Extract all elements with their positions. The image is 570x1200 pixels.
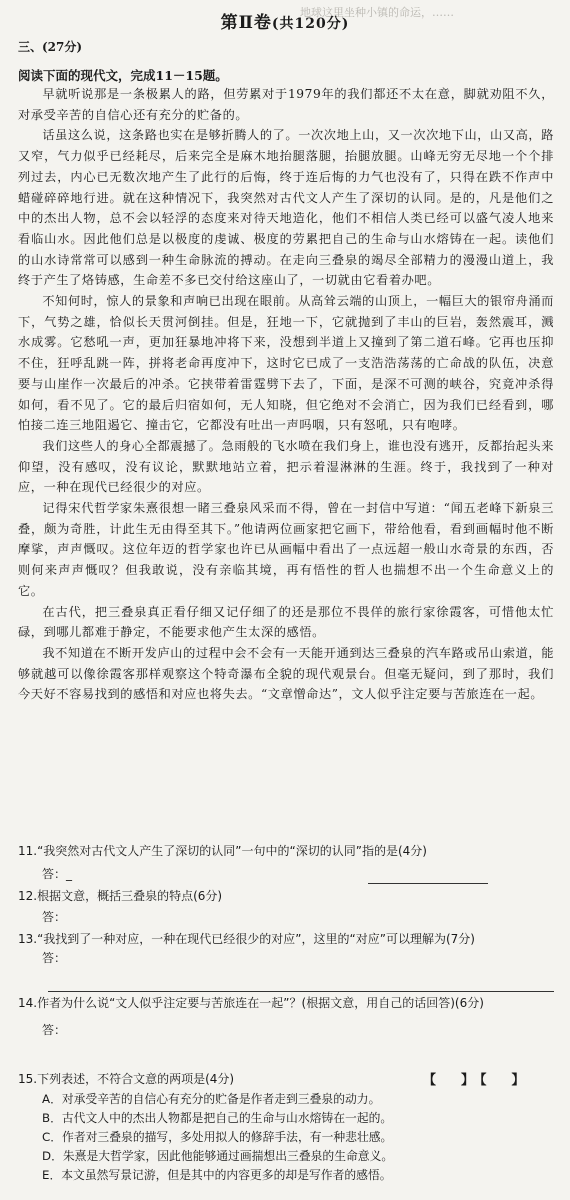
passage-paragraph-2: 话虽这么说，这条路也实在是够折腾人的了。一次次地上山，又一次次地下山，山又高，路又窄，气力似乎已经耗尽，后来完全是麻木地抬腿落腿，抬腿放腿。山峰无穷无尽地一个个排列过去，内心已无数次地产生了此行的后悔，终于连后悔的力气也没有了，只得在跌不作声中蜡碰碎碎地行进。就在这种情况下，我突然对古代文人产生了深切的认同。是的，凡是他们之中的杰出人物，总不会以轻浮的态度来对待天地造化，他们不相信人类已经可以盛气凌人地来看临山水。因此他们总是以极度的虔诚、极度的劳累把自己的生命与山水熔铸在一起。读他们的山水诗常常可以感到一种生命脉流的搏动。在走向三叠泉的竭尽全部精力的漫漫山道上，我终于产生了烙铸感，生命差不多已交付给这座山了，一切就由它看着办吧。 [18, 128, 554, 288]
answer-label-14: 答： [42, 1023, 67, 1037]
question-11 [18, 843, 554, 860]
passage-paragraph-4: 我们这些人的身心全都震撼了。急雨般的飞水喷在我们身上，谁也没有逃开，反都抬起头来仰望，没有感叹，没有议论，默默地站立着，把示着湿淋淋的生涯。终于，我找到了一种对应，一种在现代已经很少的对应。 [18, 438, 554, 495]
question-text: 根据文意，概括三叠泉的特点(6分) [37, 889, 223, 903]
question-14 [18, 995, 554, 1012]
passage-paragraph-3: 不知何时，惊人的景象和声响已出现在眼前。从高耸云端的山顶上，一幅巨大的银帘舟涌而下，气势之雄，恰似长天贯河倒挂。但是，狂地一下，它就抛到了丰山的巨岩，轰然震耳，溅水成雾。它愁吼一声，更加狂暴地冲将下来，没想到半道上又撞到了第二道石峰。它再也压抑不住，狂呼乱跳一阵，拼将老命再度冲下，这时它已成了一支浩浩荡荡的亡命战的队伍，决意要与山崖作一次最后的冲杀。它挟带着雷霆劈下去了，下面，是深不可测的峡谷，究竟冲杀得如何，看不见了。它的最后归宿如何，无人知晓，但它绝对不会消亡，因为我们已经看到，哪怕接二连三地阻遏它、撞击它，它都没有吐出一声吗咽，只有怒吼，只有咆哮。 [18, 294, 554, 433]
question-text: “我找到了一种对应，一种在现代已经很少的对应”，这里的“对应”可以理解为(7分) [37, 932, 475, 946]
reading-instruction: 阅读下面的现代文，完成11－15题。 [18, 68, 228, 83]
bleed-through-text: 地球这里坐种小镇的命运，…… [300, 6, 454, 19]
question-number: 11. [18, 844, 38, 858]
passage-paragraph-6: 在古代，把三叠泉真正看仔细又记仔细了的还是那位不畏佯的旅行家徐霞客，可惜他太忙碌，到哪儿都难于静定，不能要求他产生太深的感悟。 [18, 604, 554, 640]
passage-paragraph-5: 记得宋代哲学家朱熹很想一睹三叠泉风采而不得，曾在一封信中写道：“闻五老峰下新泉三叠，颇为奇胜，计此生无由得至其下。”他请两位画家把它画下，带给他看，看到画幅时他不断摩挲，声声慨叹。这位年迈的哲学家也许已从画幅中看出了一点远超一般山水奇景的东西，否则何来声声慨叹？但我敢说，没有亲临其境，再有悟性的哲人也揣想不出一个生命意义上的它。 [18, 501, 554, 598]
question-number: 15. [18, 1072, 38, 1086]
option-a[interactable]: A．对承受辛苦的自信心有充分的贮备是作者走到三叠泉的动力。 [42, 1092, 381, 1106]
question-text: “我突然对古代文人产生了深切的认同”一句中的“深切的认同”指的是(4分) [37, 844, 427, 858]
passage-paragraph-1: 早就听说那是一条极累人的路，但劳累对于1979年的我们都还不太在意，脚就劝阻不久，对承受辛苦的自信心还有充分的贮备的。 [18, 87, 554, 122]
question-12 [18, 888, 554, 905]
section-label: 三、(27分) [18, 40, 83, 54]
answer-label-11: 答：_ [42, 867, 73, 881]
question-number: 14. [18, 996, 38, 1010]
option-c[interactable]: C．作者对三叠泉的描写，多处用拟人的修辞手法，有一种悲壮感。 [42, 1130, 393, 1144]
option-e[interactable]: E．本文虽然写景记游，但是其中的内容更多的却是写作者的感悟。 [42, 1168, 392, 1182]
answer-label-13: 答： [42, 951, 67, 965]
reading-passage [18, 84, 554, 705]
question-number: 12. [18, 889, 38, 903]
part-title-text: 第Ⅱ卷 [220, 13, 272, 33]
question-number: 13. [18, 932, 38, 946]
option-b[interactable]: B．古代文人中的杰出人物都是把自己的生命与山水熔铸在一起的。 [42, 1111, 393, 1125]
question-text: 作者为什么说“文人似乎注定要与苦旅连在一起”？(根据文意，用自己的话回答)(6分) [37, 996, 484, 1010]
option-d[interactable]: D．朱熹是大哲学家，因此他能够通过画揣想出三叠泉的生命意义。 [42, 1149, 394, 1163]
question-text: 下列表述，不符合文意的两项是(4分) [37, 1072, 235, 1086]
part-score: (共120分) [271, 16, 350, 32]
passage-paragraph-7: 我不知道在不断开发庐山的过程中会不会有一天能开通到达三叠泉的汽车路或吊山索道，能够就越可以像徐霞客那样观察这个特奇瀑布全貌的现代观景台。但毫无疑问，到了那时，我们今天好不容易找到的感悟和对应也将失去。“文章憎命达”，文人似乎注定要与苦旅连在一起。 [18, 645, 554, 702]
answer-bracket[interactable]: 【 】【 】 [423, 1073, 531, 1088]
answer-line[interactable] [368, 883, 488, 884]
answer-line[interactable] [48, 991, 554, 992]
part-title [0, 8, 570, 33]
question-13 [18, 931, 554, 948]
answer-label-12: 答： [42, 910, 67, 924]
